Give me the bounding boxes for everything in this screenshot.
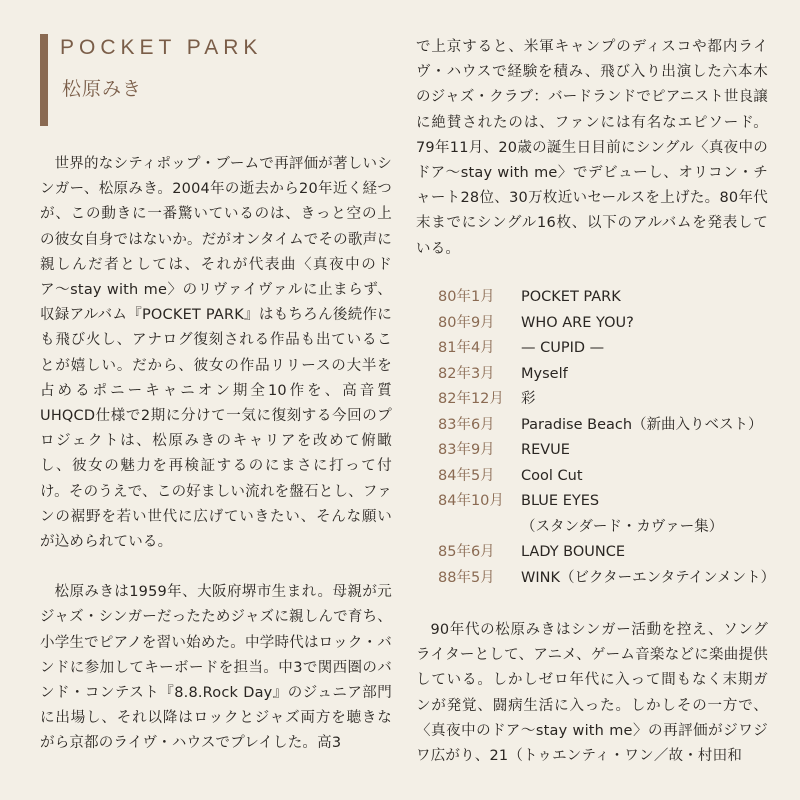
release-date: 81年4月 — [438, 340, 495, 356]
discography-item — [438, 464, 778, 490]
album-note: （スタンダード・カヴァー集） — [521, 518, 724, 535]
release-date: 83年6月 — [438, 416, 495, 433]
left-column — [40, 152, 392, 757]
release-date: 83年9月 — [438, 442, 495, 458]
release-date: 80年1月 — [438, 289, 495, 305]
album-name: LADY BOUNCE — [521, 544, 626, 560]
release-date: 88年5月 — [438, 569, 495, 586]
artist-name: 松原みき — [62, 78, 143, 100]
album-name: REVUE — [521, 442, 570, 458]
album-name: Cool Cut — [521, 467, 583, 484]
release-date: 82年3月 — [438, 365, 495, 382]
title-accent-bar — [40, 34, 48, 126]
discography-item — [438, 387, 778, 413]
release-date: 84年5月 — [438, 467, 495, 484]
release-date: 82年12月 — [438, 391, 504, 407]
album-name: Paradise Beach（新曲入りベスト） — [521, 416, 763, 433]
album-name: BLUE EYES — [521, 493, 600, 509]
album-name: Myself — [521, 365, 568, 382]
discography-item-note — [438, 515, 778, 541]
paragraph-intro: 世界的なシティポップ・ブームで再評価が著しいシンガー、松原みき。2004年の逝去から20年近く経つが、この動きに一番驚いているのは、きっと空の上の彼女自身ではないか。だがオンタイムでその歌声に親しんだ者としては、それが代表曲〈真夜中のドア〜stay with me〉のリヴァイヴァルに止まらず、収録アルバム『POCKET PARK』はもちろん後続作にも飛び火し、アナログ復刻される作品も出ていることが嬉しい。だから、彼女の作品リリースの大半を占めるポニーキャニオン期全10作を、高音質UHQCD仕様で2期に分けて一気に復刻する今回のプロジェクトは、松原みきのキャリアを改めて俯瞰し、彼女の魅力を再検証するのにまさに打って付け。そのうえで、この好ましい流れを盤石とし、ファンの裾野を若い世代に広げていきたい、そんな願いが込められている。 — [40, 156, 392, 551]
discography-item — [438, 285, 778, 311]
discography-item — [438, 438, 778, 464]
discography-item — [438, 336, 778, 362]
release-date: 80年9月 — [438, 314, 495, 331]
discography-item — [438, 362, 778, 388]
right-column-bottom — [416, 618, 768, 769]
discography-item — [438, 566, 778, 592]
album-name: 彩 — [521, 391, 536, 407]
release-date: 85年6月 — [438, 544, 495, 560]
paragraph-biography-continued: で上京すると、米軍キャンプのディスコや都内ライヴ・ハウスで経験を積み、飛び入り出演した六本木のジャズ・クラブ：バードランドでピアニスト世良譲に絶賛されたのは、ファンには有名なエピソード。79年11月、20歳の誕生日目前にシングル〈真夜中のドア〜stay with me〉でデビューし、オリコン・チャート28位、30万枚近いセールスを上げた。80年代末までにシングル16枚、以下のアルバムを発表している。 — [416, 39, 768, 257]
release-date: 84年10月 — [438, 493, 504, 509]
discography-item — [438, 311, 778, 337]
discography-item — [438, 489, 778, 515]
album-name: — CUPID — — [521, 340, 605, 356]
right-column-top — [416, 35, 768, 262]
album-title: POCKET PARK — [60, 36, 263, 59]
discography-item — [438, 413, 778, 439]
album-name: WHO ARE YOU? — [521, 314, 634, 331]
album-name: POCKET PARK — [521, 289, 621, 305]
paragraph-biography: 松原みきは1959年、大阪府堺市生まれ。母親が元ジャズ・シンガーだったためジャズに親しんで育ち、小学生でピアノを習い始めた。中学時代はロック・バンドに参加してキーボードを担当。中3で関西圏のバンド・コンテスト『8.8.Rock Day』のジュニア部門に出場し、それ以降はロックとジャズ両方を聴きながら京都のライヴ・ハウスでプレイした。高3 — [40, 584, 392, 752]
paragraph-later-career: 90年代の松原みきはシンガー活動を控え、ソングライターとして、アニメ、ゲーム音楽などに楽曲提供している。しかしゼロ年代に入って間もなく末期ガンが発覚、闘病生活に入った。しかしその一方で、〈真夜中のドア〜stay with me〉の再評価がジワジワ広がり、21（トゥエンティ・ワン／故・村田和 — [416, 622, 768, 765]
album-name: WINK（ビクターエンタテインメント） — [521, 569, 776, 586]
discography-list — [438, 285, 778, 591]
discography-item — [438, 540, 778, 566]
